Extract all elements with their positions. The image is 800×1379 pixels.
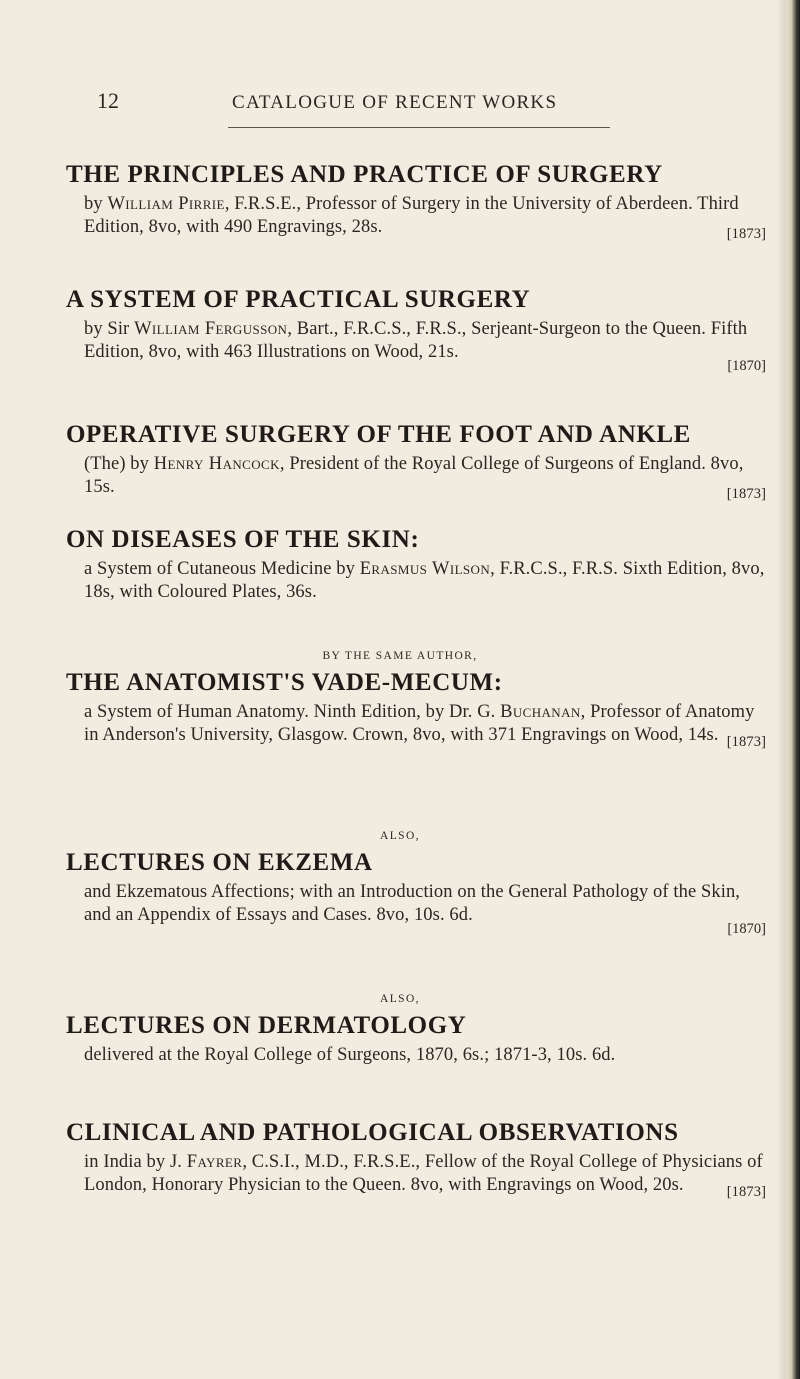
entry-desc-text: (The) by bbox=[84, 454, 150, 474]
entry-title: ON DISEASES OF THE SKIN: bbox=[66, 526, 420, 553]
entry-author: Henry Hancock bbox=[153, 454, 280, 474]
entry-description bbox=[66, 558, 768, 604]
entry-desc-text: , Professor of Anatomy in Anderson's University, Glasgow. Crown, 8vo, with 371 Engravings on Wood, 14s. bbox=[84, 702, 755, 745]
entry-author: Erasmus Wilson bbox=[359, 559, 491, 579]
catalogue-entry bbox=[66, 525, 768, 604]
catalogue-entry bbox=[66, 1118, 768, 1204]
entry-desc-text: , F.R.C.S., F.R.S. Sixth Edition, 8vo, 18s, with Coloured Plates, 36s. bbox=[84, 559, 765, 602]
catalogue-entry bbox=[66, 668, 768, 754]
entry-desc-text: by bbox=[84, 194, 103, 214]
catalogue-entry bbox=[66, 285, 768, 375]
entry-title: THE ANATOMIST'S VADE-MECUM: bbox=[66, 669, 503, 696]
entry-desc-text: , F.R.S.E., Professor of Surgery in the University of Aberdeen. Third Edition, 8vo, with 490 Engravings, 28s. bbox=[84, 194, 739, 237]
entry-title: LECTURES ON DERMATOLOGY bbox=[66, 1012, 467, 1039]
entry-description bbox=[66, 1044, 768, 1067]
entry-description bbox=[66, 453, 768, 502]
entry-desc-text: a System of Human Anatomy. Ninth Edition, by Dr. G. bbox=[84, 702, 496, 722]
catalogue-entry bbox=[66, 848, 768, 938]
catalogue-entry bbox=[66, 160, 768, 246]
entry-date: [1873] bbox=[726, 734, 766, 750]
entry-date: [1873] bbox=[726, 1184, 766, 1200]
running-head: CATALOGUE OF RECENT WORKS bbox=[232, 92, 558, 113]
entry-author: William Fergusson bbox=[134, 319, 288, 339]
entry-date: [1870] bbox=[727, 921, 766, 937]
entry-title: OPERATIVE SURGERY OF THE FOOT AND ANKLE bbox=[66, 421, 691, 448]
entry-desc-text: and Ekzematous Affections; with an Introduction on the General Pathology of the Skin, and an Appendix of Essays and Cases. 8vo, 10s. 6d. bbox=[84, 882, 741, 925]
entry-desc-text: in India by J. bbox=[84, 1152, 183, 1172]
entry-date: [1873] bbox=[726, 486, 766, 502]
entry-desc-text: , Bart., F.R.C.S., F.R.S., Serjeant-Surgeon to the Queen. Fifth Edition, 8vo, with 463 Illustrations on Wood, 21s. bbox=[84, 319, 748, 362]
section-note: ALSO, bbox=[380, 830, 420, 842]
entry-desc-text: a System of Cutaneous Medicine by bbox=[84, 559, 355, 579]
entry-title: CLINICAL AND PATHOLOGICAL OBSERVATIONS bbox=[66, 1119, 679, 1146]
entry-date: [1870] bbox=[727, 358, 766, 374]
entry-title: A SYSTEM OF PRACTICAL SURGERY bbox=[66, 286, 531, 313]
book-edge bbox=[786, 0, 800, 1379]
entry-desc-text: , President of the Royal College of Surgeons of England. 8vo, 15s. bbox=[84, 454, 744, 497]
entry-date: [1873] bbox=[726, 226, 766, 242]
page-gutter-shadow bbox=[776, 0, 786, 1379]
entry-title: LECTURES ON EKZEMA bbox=[66, 849, 373, 876]
entry-author: Buchanan bbox=[500, 702, 581, 722]
entry-description bbox=[66, 701, 768, 750]
entry-desc-text: by Sir bbox=[84, 319, 130, 339]
entry-description bbox=[66, 1151, 768, 1200]
section-note: BY THE SAME AUTHOR, bbox=[322, 650, 478, 662]
entry-description bbox=[66, 193, 768, 242]
section-note: ALSO, bbox=[380, 993, 420, 1005]
entry-author: William Pirrie bbox=[107, 194, 225, 214]
entry-author: Fayrer bbox=[186, 1152, 243, 1172]
catalogue-entry bbox=[66, 1011, 768, 1067]
entry-desc-text: delivered at the Royal College of Surgeons, 1870, 6s.; 1871-3, 10s. 6d. bbox=[84, 1045, 616, 1065]
entry-desc-text: , C.S.I., M.D., F.R.S.E., Fellow of the Royal College of Physicians of London, Honorary Physician to the Queen. 8vo, with Engravings on Wood, 20s. bbox=[84, 1152, 763, 1195]
page-number: 12 bbox=[97, 88, 119, 113]
header-rule bbox=[228, 127, 610, 128]
catalogue-entry bbox=[66, 420, 768, 506]
entry-title: THE PRINCIPLES AND PRACTICE OF SURGERY bbox=[66, 161, 663, 188]
